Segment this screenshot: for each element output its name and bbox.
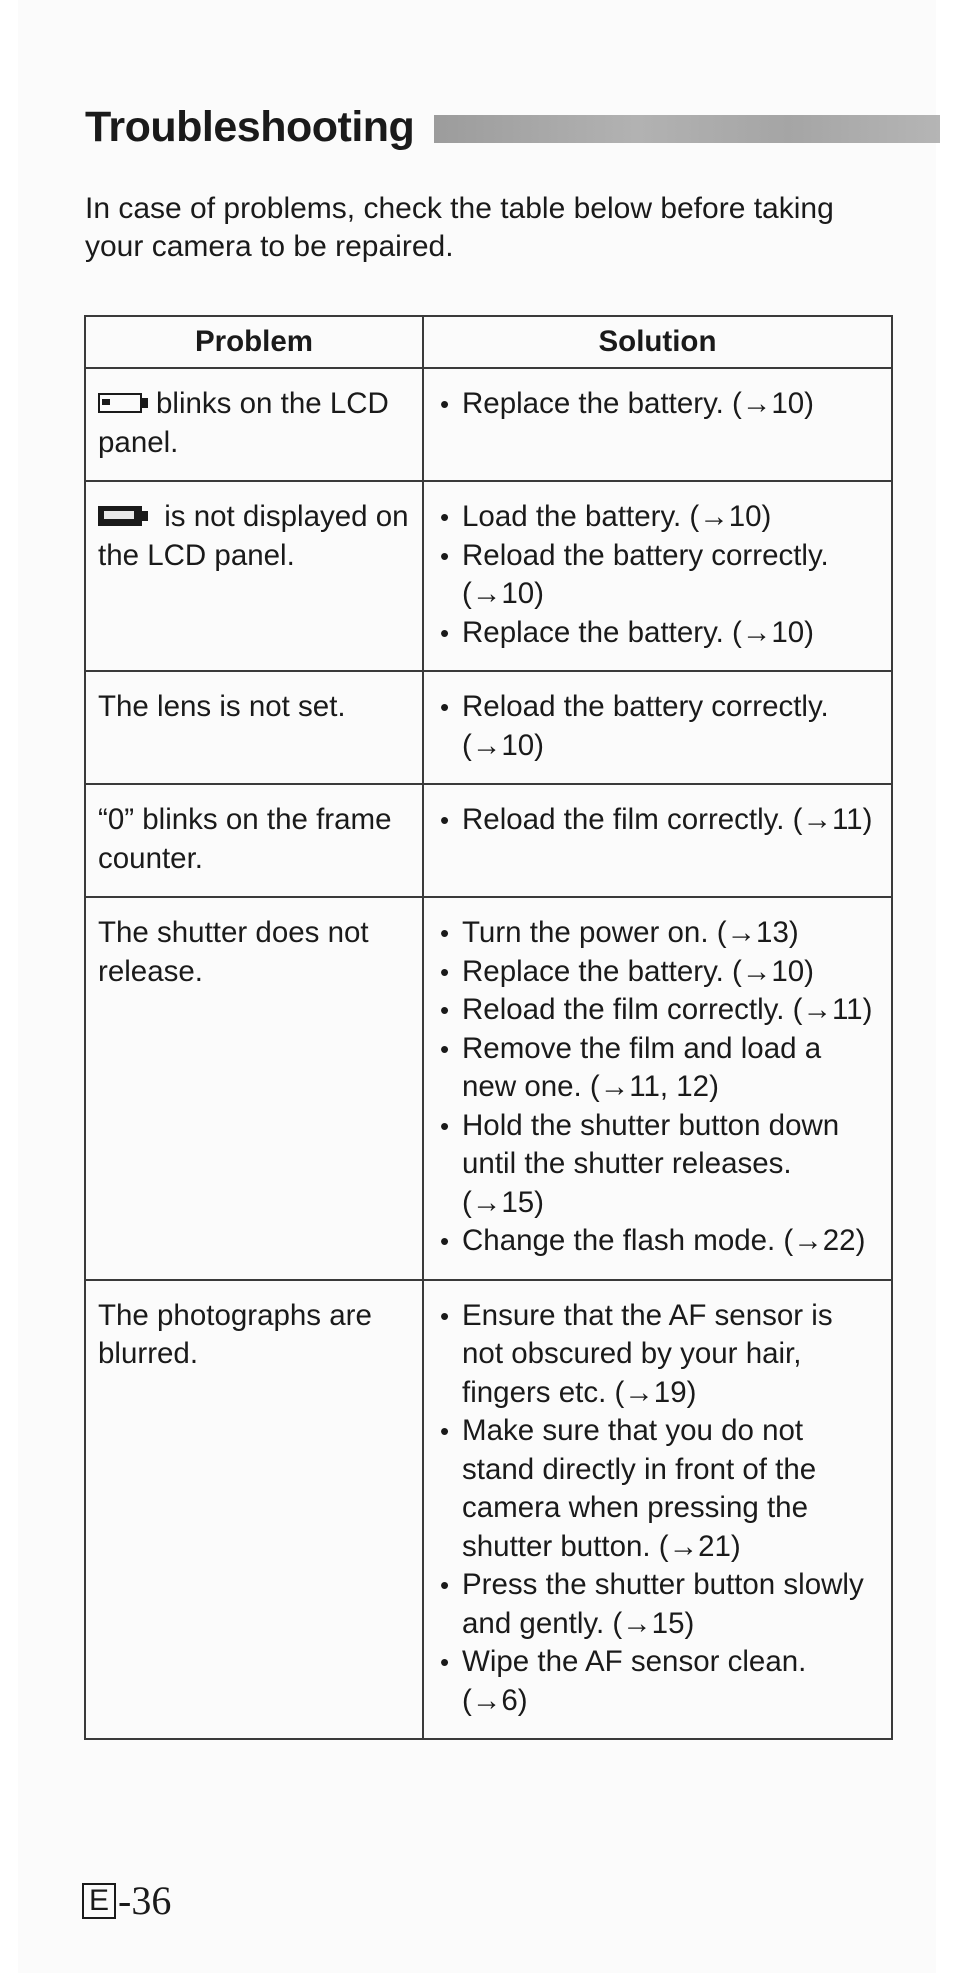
- problem-cell: [85, 368, 423, 481]
- problem-text: is not displayed on the LCD panel.: [98, 500, 409, 572]
- troubleshooting-table: [84, 315, 893, 1740]
- solution-cell: [423, 368, 892, 481]
- solution-item: • Make sure that you do not stand directly in front of the camera when pressing the shutter button. (→21): [436, 1412, 879, 1566]
- solution-item: • Replace the battery. (→10): [436, 385, 879, 424]
- problem-text: blinks on the LCD panel.: [98, 387, 389, 459]
- problem-cell: [85, 671, 423, 784]
- solution-item: • Reload the battery correctly. (→10): [436, 688, 879, 765]
- solution-item: • Replace the battery. (→10): [436, 614, 879, 653]
- solution-item: • Hold the shutter button down until the shutter releases. (→15): [436, 1107, 879, 1223]
- solution-item: • Press the shutter button slowly and gently. (→15): [436, 1566, 879, 1643]
- problem-text: The photographs are blurred.: [98, 1298, 372, 1370]
- table-header-row: [85, 316, 892, 368]
- table-row: [85, 481, 892, 671]
- solution-item: • Replace the battery. (→10): [436, 953, 879, 992]
- solution-cell: [423, 897, 892, 1280]
- solution-item: • Change the flash mode. (→22): [436, 1222, 879, 1261]
- solution-cell: [423, 671, 892, 784]
- problem-cell: [85, 481, 423, 671]
- column-header-problem: Problem: [85, 316, 423, 368]
- solution-cell: [423, 481, 892, 671]
- solution-item: • Remove the film and load a new one. (→11, 12): [436, 1030, 879, 1107]
- battery-full-icon: [98, 506, 150, 528]
- problem-cell: [85, 897, 423, 1280]
- page-title: Troubleshooting: [85, 102, 415, 151]
- battery-low-icon: [98, 393, 150, 415]
- solution-item: • Load the battery. (→10): [436, 498, 879, 537]
- problem-text: The shutter does not release.: [98, 916, 369, 988]
- table-row: [85, 897, 892, 1280]
- solution-item: • Wipe the AF sensor clean. (→6): [436, 1643, 879, 1720]
- problem-cell: [85, 784, 423, 897]
- intro-text: In case of problems, check the table below before taking your camera to be repaired.: [85, 192, 834, 263]
- section-header: [85, 102, 940, 152]
- table-row: [85, 1280, 892, 1740]
- problem-cell: [85, 1280, 423, 1740]
- solution-item: • Reload the film correctly. (→11): [436, 801, 879, 840]
- table-row: [85, 784, 892, 897]
- solution-item: • Reload the battery correctly. (→10): [436, 537, 879, 614]
- table-row: [85, 368, 892, 481]
- solution-item: • Reload the film correctly. (→11): [436, 991, 879, 1030]
- problem-text: The lens is not set.: [98, 690, 346, 723]
- language-badge: E: [82, 1883, 116, 1919]
- problem-text: “0” blinks on the frame counter.: [98, 803, 392, 875]
- solution-cell: [423, 784, 892, 897]
- solution-cell: [423, 1280, 892, 1740]
- column-header-solution: Solution: [423, 316, 892, 368]
- page-footer: [82, 1877, 171, 1924]
- page-number: -36: [118, 1878, 172, 1923]
- title-rule: [434, 115, 940, 143]
- solution-item: • Ensure that the AF sensor is not obscured by your hair, fingers etc. (→19): [436, 1297, 879, 1413]
- solution-item: • Turn the power on. (→13): [436, 914, 879, 953]
- table-row: [85, 671, 892, 784]
